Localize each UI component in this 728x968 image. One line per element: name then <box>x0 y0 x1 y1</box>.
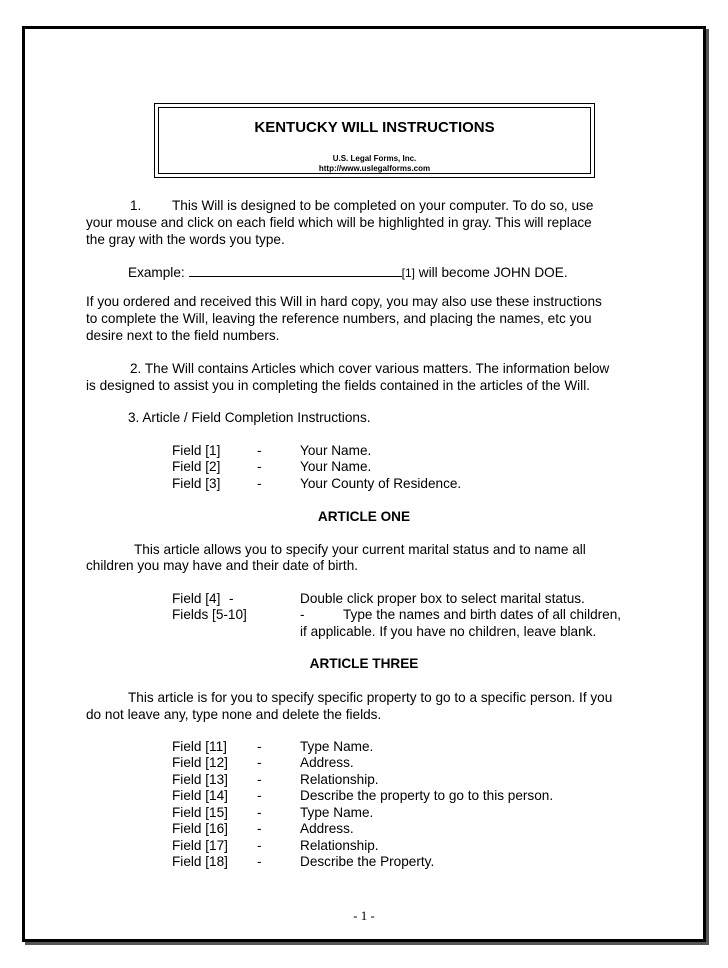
field-label: Field [12] <box>172 755 228 770</box>
field-desc: Your County of Residence. <box>300 476 462 491</box>
field-desc: Address. <box>300 755 354 770</box>
page-number: - 1 - <box>353 908 375 923</box>
field-label: Field [11] <box>172 739 227 754</box>
field-desc: Describe the property to go to this person. <box>300 788 554 803</box>
field-label: Field [2] <box>172 459 221 474</box>
field-desc: Type Name. <box>300 805 374 820</box>
hardcopy-line1: If you ordered and received this Will in hard copy, you may also use these instructions <box>86 294 602 309</box>
hardcopy-line3: desire next to the field numbers. <box>86 328 280 343</box>
para1-line1: This Will is designed to be completed on your computer. To do so, use <box>172 198 594 213</box>
field-desc: Relationship. <box>300 838 379 853</box>
example-blank <box>189 264 402 277</box>
field-dash: - <box>257 739 262 754</box>
example-label: Example: <box>128 265 185 280</box>
document-title: KENTUCKY WILL INSTRUCTIONS <box>254 119 495 136</box>
field-label: Field [18] <box>172 854 228 869</box>
field-dash: - <box>257 443 262 458</box>
field-desc: Relationship. <box>300 772 379 787</box>
field-desc: Double click proper box to select marital status. <box>300 591 585 606</box>
field-dash: - <box>257 459 262 474</box>
field-label: Fields [5-10] <box>172 607 247 622</box>
field-dash: - <box>257 476 262 491</box>
example-line <box>128 264 568 281</box>
para1-line2: your mouse and click on each field which will be highlighted in gray. This will replace <box>86 215 592 230</box>
field-desc: Describe the Property. <box>300 854 435 869</box>
example-ref: [1] <box>401 266 416 280</box>
para2-line1: 2. The Will contains Articles which cover various matters. The information below <box>130 361 610 376</box>
hardcopy-line2: to complete the Will, leaving the reference numbers, and placing the names, etc you <box>86 311 592 326</box>
article-three-line1: This article is for you to specify specific property to go to a specific person. If you <box>128 690 613 705</box>
field-label: Field [15] <box>172 805 228 820</box>
field-label: Field [13] <box>172 772 228 787</box>
title-box <box>154 103 595 178</box>
title-box-inner <box>158 107 591 174</box>
field-label: Field [17] <box>172 838 228 853</box>
field-desc: Your Name. <box>300 443 372 458</box>
field-label: Field [14] <box>172 788 228 803</box>
field-label: Field [4] <box>172 591 221 606</box>
publisher-name: U.S. Legal Forms, Inc. <box>332 154 417 163</box>
article-one-line1: This article allows you to specify your current marital status and to name all <box>134 542 586 557</box>
field-dash: - <box>257 821 262 836</box>
field-dash: - <box>229 591 234 606</box>
article-one-heading: ARTICLE ONE <box>317 509 411 524</box>
field-desc: Your Name. <box>300 459 372 474</box>
field-desc: Type the names and birth dates of all children, <box>343 607 622 622</box>
field-dash: - <box>257 838 262 853</box>
field-label: Field [16] <box>172 821 228 836</box>
field-desc-cont: if applicable. If you have no children, leave blank. <box>300 624 597 639</box>
para1-number: 1. <box>130 198 142 213</box>
article-three-heading: ARTICLE THREE <box>309 656 419 671</box>
field-desc: Address. <box>300 821 354 836</box>
field-dash: - <box>257 854 262 869</box>
field-dash: - <box>300 607 305 622</box>
publisher-url[interactable]: http://www.uslegalforms.com <box>318 164 431 173</box>
para1-line3: the gray with the words you type. <box>86 232 285 247</box>
example-result: will become JOHN DOE. <box>418 265 568 280</box>
para2-line2: is designed to assist you in completing the fields contained in the articles of the Will. <box>86 378 590 393</box>
field-label: Field [1] <box>172 443 221 458</box>
article-three-line2: do not leave any, type none and delete the fields. <box>86 707 382 722</box>
field-dash: - <box>257 772 262 787</box>
field-dash: - <box>257 805 262 820</box>
field-dash: - <box>257 755 262 770</box>
article-one-line2: children you may have and their date of birth. <box>86 558 359 573</box>
para3: 3. Article / Field Completion Instructions. <box>128 410 371 425</box>
field-dash: - <box>257 788 262 803</box>
field-desc: Type Name. <box>300 739 374 754</box>
field-label: Field [3] <box>172 476 221 491</box>
